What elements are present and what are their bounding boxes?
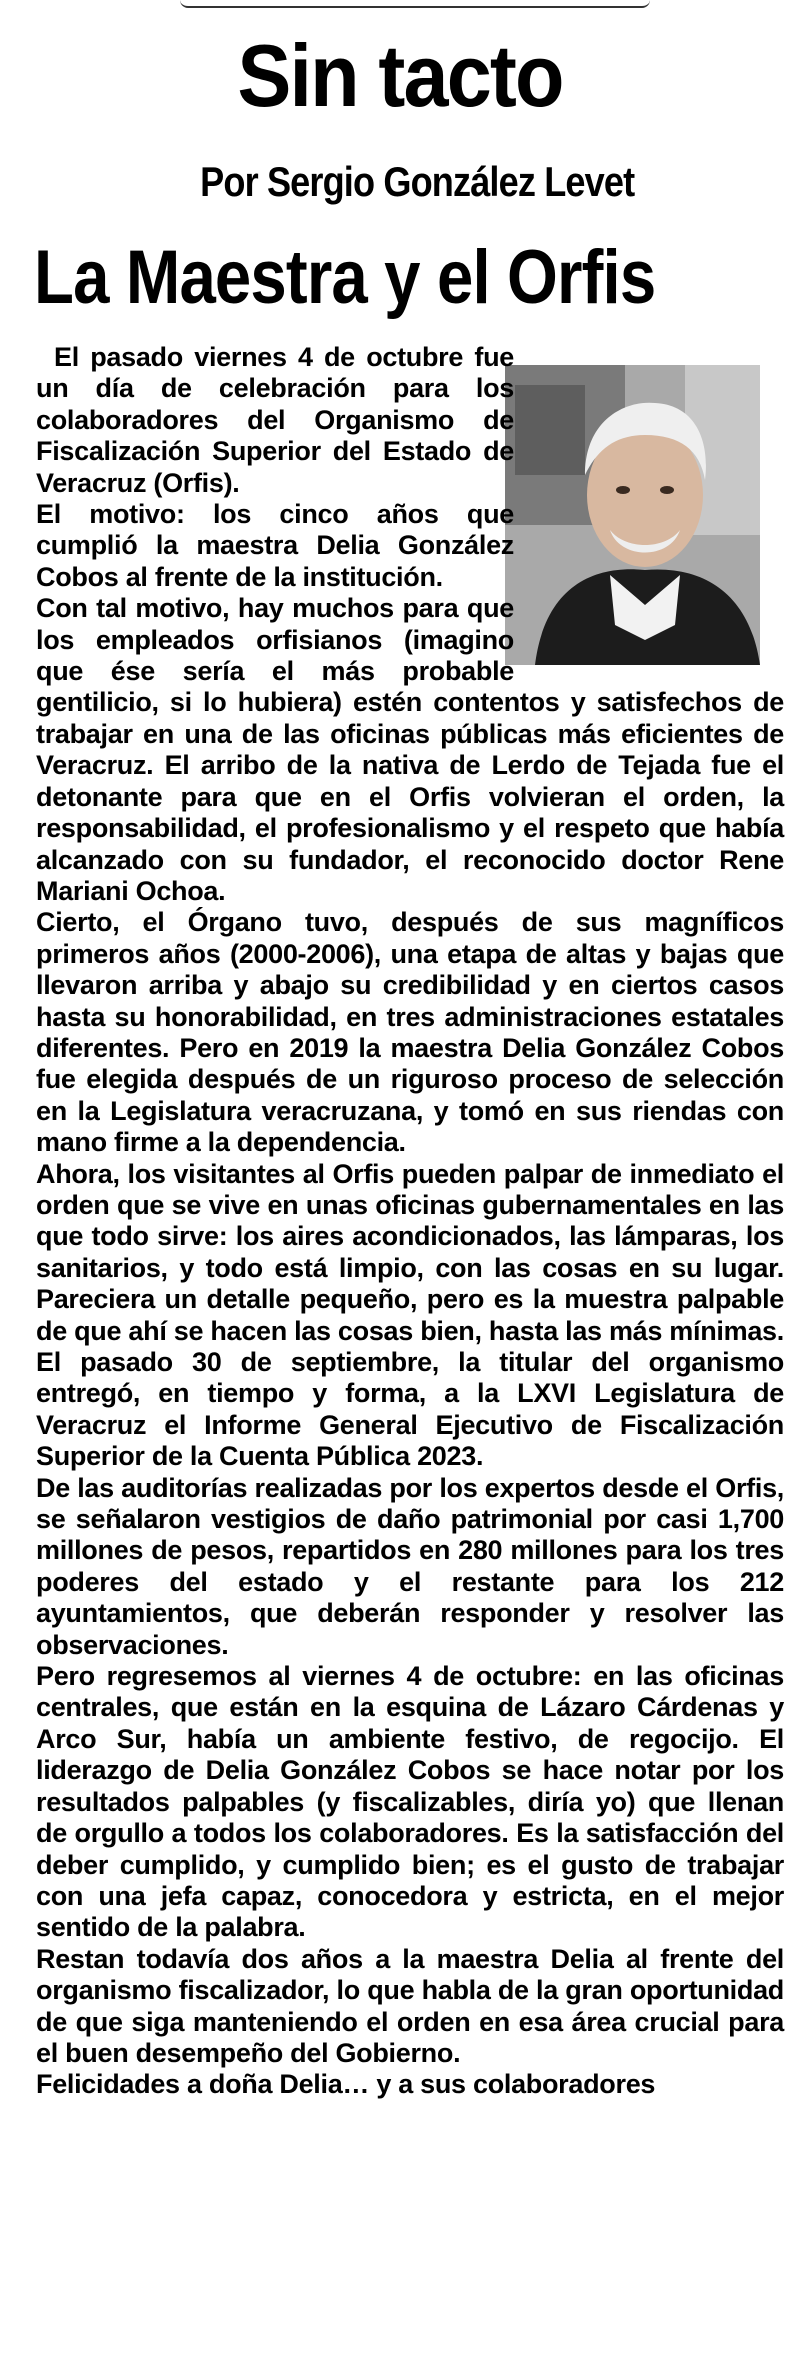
- photo-spacer: [514, 342, 784, 674]
- paragraph: El pasado viernes 4 de octubre fue un día de celebración para los colaboradores del Organismo de Fiscalización Superior del Estado de Veracruz (Orfis).: [36, 342, 514, 498]
- paragraph: Ahora, los visitantes al Orfis pueden palpar de inmediato el orden que se vive en unas oficinas gubernamentales en las que todo sirve: los aires acondicionados, las lámparas, los sanitarios, y todo está limpio, con las cosas en su lugar. Pareciera un detalle pequeño, pero es la muestra palpable de que ahí se hacen las cosas bien, hasta las más mínimas.: [36, 1158, 784, 1346]
- article-headline: La Maestra y el Orfis: [34, 235, 656, 320]
- paragraph: El motivo: los cinco años que cumplió la maestra Delia González Cobos al frente de la institución.: [36, 499, 514, 592]
- paragraph: Restan todavía dos años a la maestra Delia al frente del organismo fiscalizador, lo que habla de la gran oportunidad de que siga manteniendo el orden en esa área crucial para el buen desempeño del Gobierno.: [36, 1943, 784, 2068]
- top-rule: [180, 0, 650, 8]
- paragraph: De las auditorías realizadas por los expertos desde el Orfis, se señalaron vestigios de daño patrimonial por casi 1,700 millones de pesos, repartidos en 280 millones para los tres poderes del estado y el restante para los 212 ayuntamientos, que deberán responder y resolver las observaciones.: [36, 1472, 784, 1660]
- column-title: Sin tacto: [237, 26, 563, 125]
- paragraph: Con tal motivo, hay muchos para que los empleados orfisianos (imagino que ése sería el más probable gentilicio, si lo hubiera) estén contentos y satisfechos de trabajar en una de las oficinas públicas más eficientes de Veracruz. El arribo de la nativa de Lerdo de Tejada fue el detonante para que en el Orfis volvieran el orden, la responsabilidad, el profesionalismo y el respeto que había alcanzado con su fundador, el reconocido doctor Rene Mariani Ochoa.: [36, 593, 784, 906]
- paragraph: Cierto, el Órgano tuvo, después de sus magníficos primeros años (2000-2006), una etapa de altas y bajas que llevaron arriba y abajo su credibilidad y en ciertos casos hasta su honorabilidad, en tres administraciones estatales diferentes. Pero en 2019 la maestra Delia González Cobos fue elegida después de un riguroso proceso de selección en la Legislatura veracruzana, y tomó en sus riendas con mano firme a la dependencia.: [36, 907, 784, 1158]
- paragraph: Pero regresemos al viernes 4 de octubre: en las oficinas centrales, que están en la esquina de Lázaro Cárdenas y Arco Sur, había un ambiente festivo, de regocijo. El liderazgo de Delia González Cobos se hace notar por los resultados palpables (y fiscalizables, diría yo) que llenan de orgullo a todos los colaboradores. Es la satisfacción del deber cumplido, y cumplido bien; es el gusto de trabajar con una jefa capaz, conocedora y estricta, en el mejor sentido de la palabra.: [36, 1661, 784, 1943]
- paragraph: El pasado 30 de septiembre, la titular del organismo entregó, en tiempo y forma, a la LXVI Legislatura de Veracruz el Informe General Ejecutivo de Fiscalización Superior de la Cuenta Pública 2023.: [36, 1347, 784, 1472]
- paragraph: Felicidades a doña Delia… y a sus colaboradores: [36, 2069, 656, 2100]
- author-byline: Por Sergio González Levet: [200, 158, 635, 205]
- article-body: [36, 342, 784, 2101]
